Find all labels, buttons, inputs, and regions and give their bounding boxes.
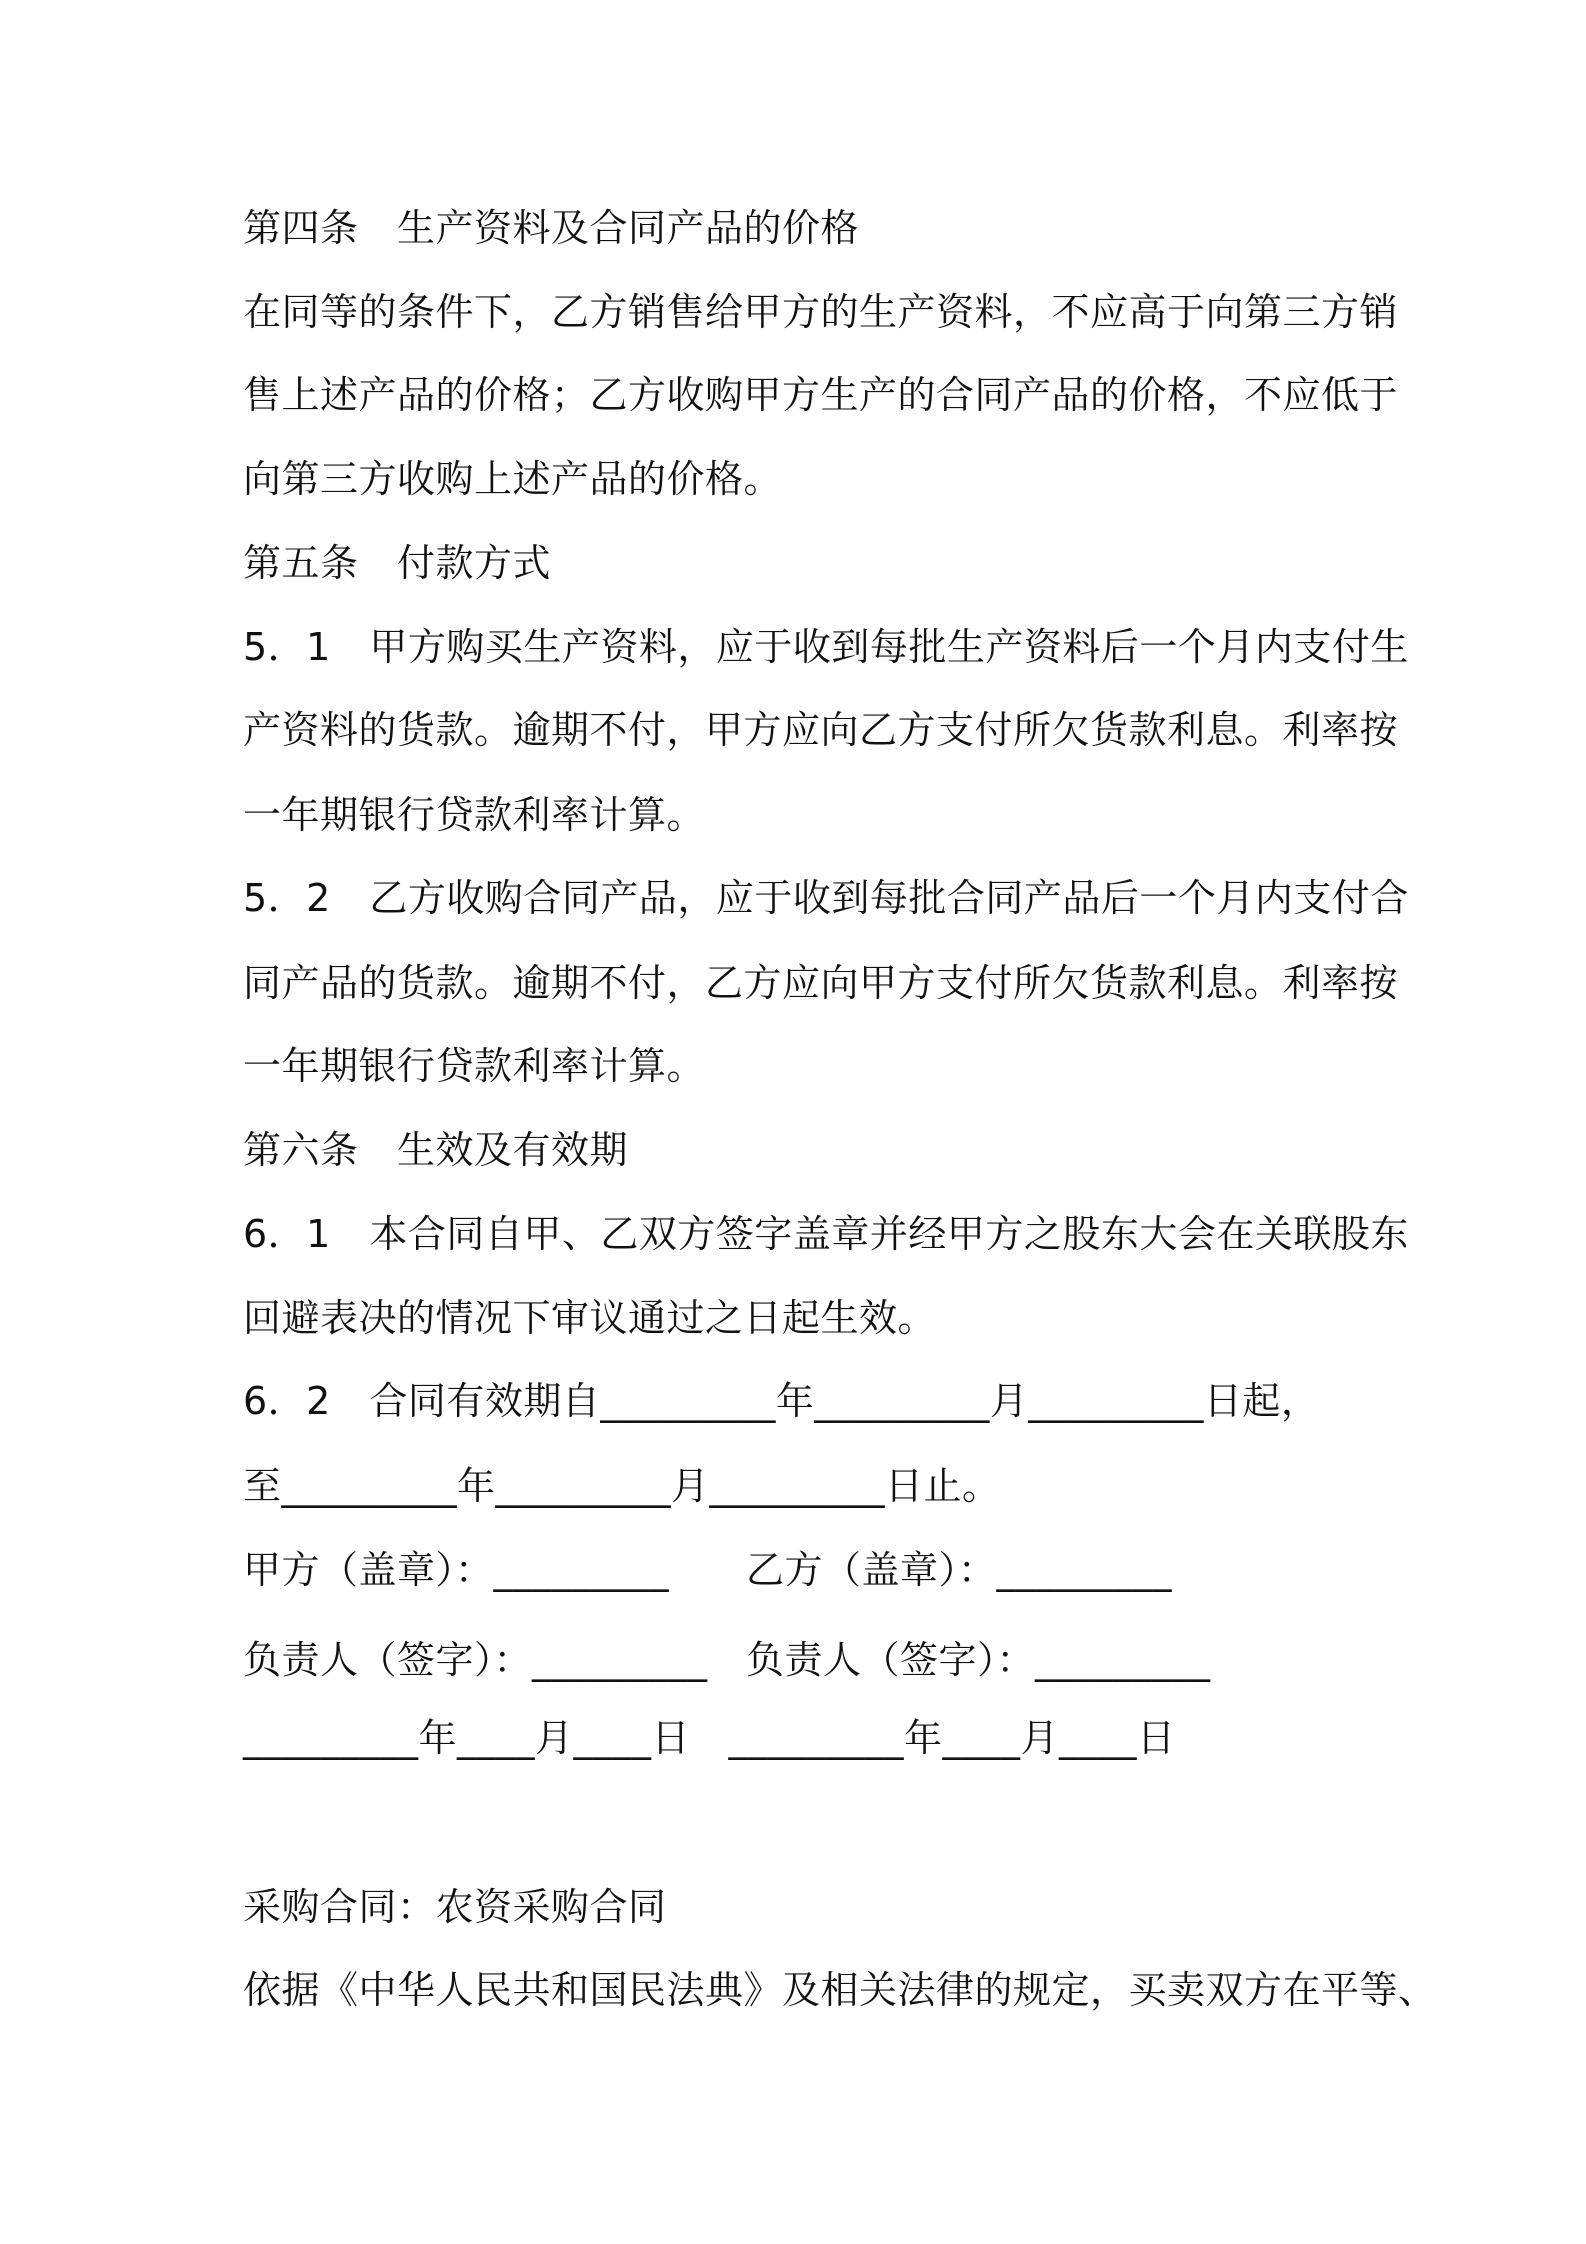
clause-6-1-line-2: 回避表决的情况下审议通过之日起生效。 [243,1296,937,1340]
clause-6-1-line-1: 6．1 本合同自甲、乙双方签字盖章并经甲方之股东大会在关联股东 [243,1212,1409,1256]
clause-5-1-line-2: 产资料的货款。逾期不付，甲方应向乙方支付所欠货款利息。利率按 [243,708,1399,752]
clause-5-2-line-2: 同产品的货款。逾期不付，乙方应向甲方支付所欠货款利息。利率按 [243,961,1399,1005]
clause-5-2-line-3: 一年期银行贷款利率计算。 [243,1044,706,1088]
signature-line: 负责人（签字）：_________ 负责人（签字）：_________ [243,1638,1211,1682]
clause-5-1-line-3: 一年期银行贷款利率计算。 [243,793,706,837]
article-4-text-line-1: 在同等的条件下，乙方销售给甲方的生产资料，不应高于向第三方销 [243,290,1399,334]
seal-line: 甲方（盖章）：_________ 乙方（盖章）：_________ [243,1548,1173,1592]
article-4-heading: 第四条 生产资料及合同产品的价格 [243,206,860,250]
clause-6-2-line-1: 6．2 合同有效期自_________年_________月_________日起， [243,1379,1320,1423]
article-6-heading: 第六条 生效及有效期 [243,1128,629,1172]
clause-5-2-line-1: 5．2 乙方收购合同产品，应于收到每批合同产品后一个月内支付合 [243,876,1409,920]
article-5-heading: 第五条 付款方式 [243,541,552,585]
section-title: 采购合同：农资采购合同 [243,1885,667,1929]
date-line: _________年____月____日 _________年____月____日 [243,1716,1176,1760]
article-4-text-line-3: 向第三方收购上述产品的价格。 [243,457,783,501]
intro-text-line-1: 依据《中华人民共和国民法典》及相关法律的规定，买卖双方在平等、 [243,1968,1437,2012]
clause-6-2-line-2: 至_________年_________月_________日止。 [243,1464,1001,1508]
clause-5-1-line-1: 5．1 甲方购买生产资料，应于收到每批生产资料后一个月内支付生 [243,625,1409,669]
article-4-text-line-2: 售上述产品的价格；乙方收购甲方生产的合同产品的价格，不应低于 [243,373,1399,417]
